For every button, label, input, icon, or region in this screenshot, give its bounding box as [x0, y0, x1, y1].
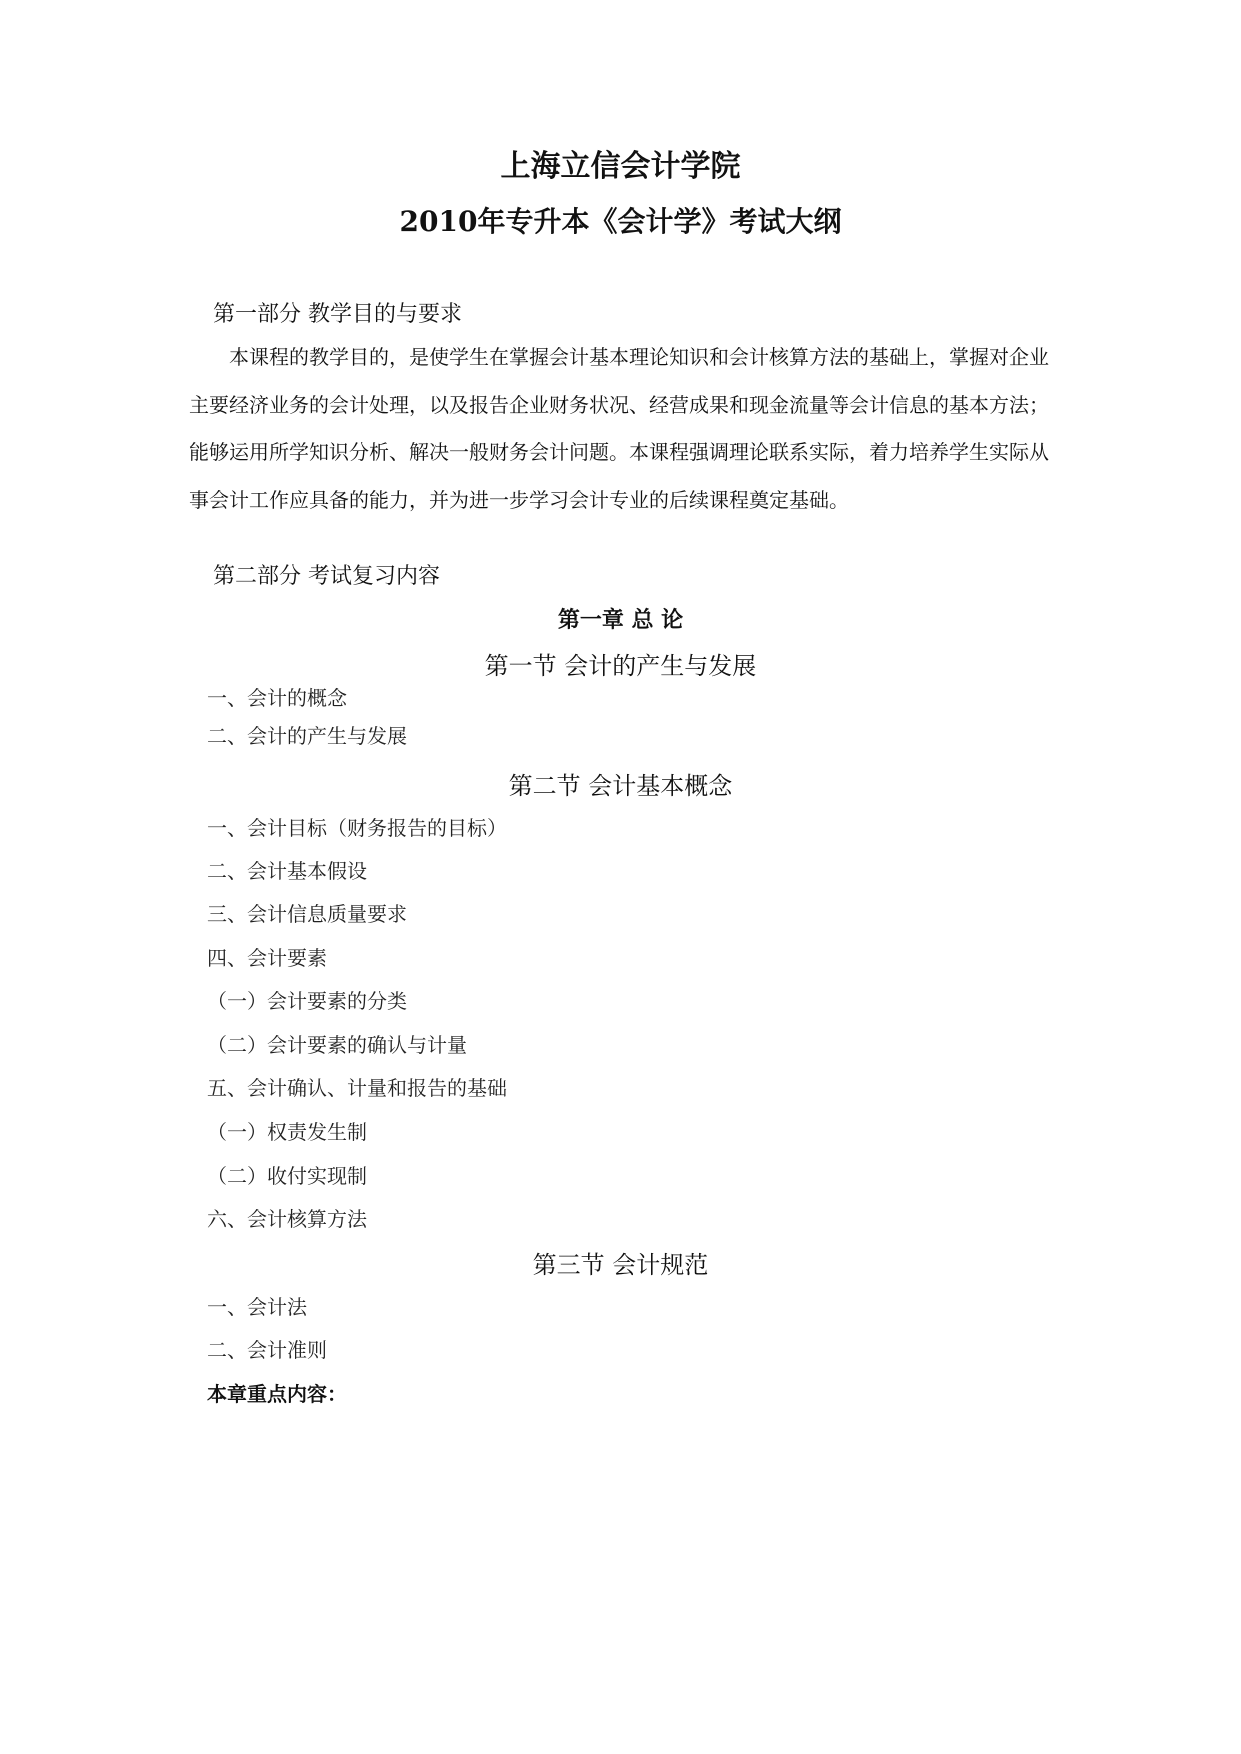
list-item: 二、会计的产生与发展 [207, 724, 407, 748]
exam-title: 2010年专升本《会计学》考试大纲 [399, 205, 842, 238]
list-item: 一、会计目标（财务报告的目标） [207, 816, 507, 840]
part1-heading: 第一部分 教学目的与要求 [213, 302, 462, 327]
part1-paragraph: 本课程的教学目的，是使学生在掌握会计基本理论知识和会计核算方法的基础上，掌握对企业主要经济业务的会计处理，以及报告企业财务状况、经营成果和现金流量等会计信息的基本方法；能够运用所学知识分析、解决一般财务会计问题。本课程强调理论联系实际，着力培养学生实际从事会计工作应具备的能力，并为进一步学习会计专业的后续课程奠定基础。 [189, 345, 1049, 512]
list-item: 一、会计法 [207, 1295, 307, 1319]
list-item: 四、会计要素 [207, 946, 327, 970]
list-item: （二）收付实现制 [207, 1164, 367, 1188]
school-name: 上海立信会计学院 [500, 149, 741, 184]
section3-title: 第三节 会计规范 [532, 1251, 709, 1279]
list-item: （一）会计要素的分类 [207, 989, 407, 1013]
part2-heading: 第二部分 考试复习内容 [213, 564, 440, 589]
key-points-label: 本章重点内容： [207, 1382, 347, 1406]
list-item: 六、会计核算方法 [207, 1207, 367, 1231]
list-item: 二、会计准则 [207, 1338, 327, 1362]
section2-title: 第二节 会计基本概念 [508, 772, 733, 800]
list-item: 二、会计基本假设 [207, 859, 367, 883]
list-item: 三、会计信息质量要求 [207, 902, 407, 926]
list-item: （二）会计要素的确认与计量 [207, 1033, 467, 1057]
list-item: 五、会计确认、计量和报告的基础 [207, 1076, 507, 1100]
chapter-title: 第一章 总 论 [557, 608, 684, 633]
list-item: （一）权责发生制 [207, 1120, 367, 1144]
section1-title: 第一节 会计的产生与发展 [484, 652, 757, 680]
list-item: 一、会计的概念 [207, 686, 347, 710]
